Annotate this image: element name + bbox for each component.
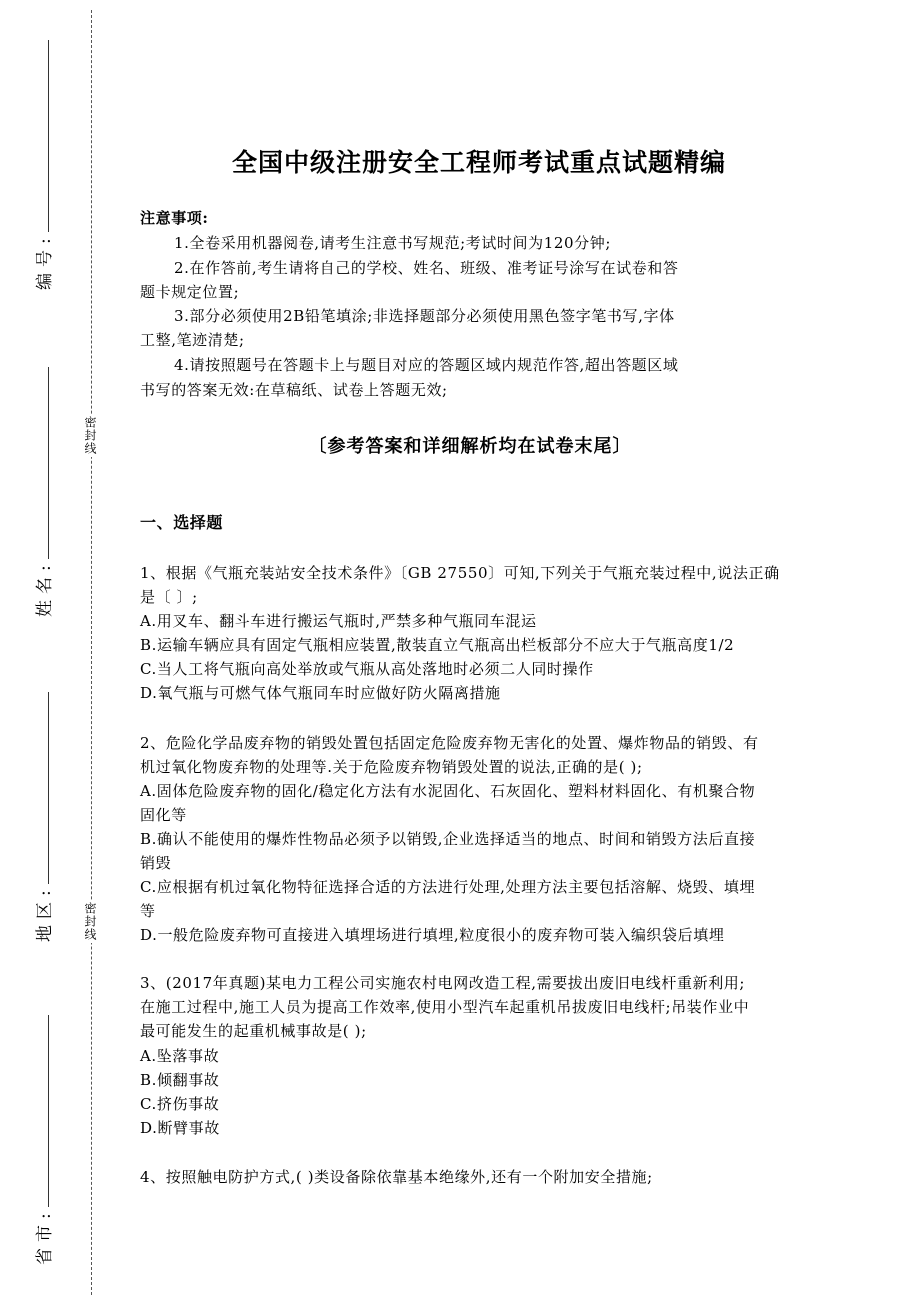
seal-dashed-line — [91, 10, 92, 1295]
note-line: 工整,笔迹清楚; — [140, 331, 245, 349]
page-title: 全国中级注册安全工程师考试重点试题精编 — [231, 148, 726, 177]
field-name[interactable] — [25, 367, 55, 617]
field-colon: : — [35, 1213, 55, 1219]
option-text: A.固体危险废弃物的固化/稳定化方法有水泥固化、石灰固化、塑料材料固化、有机聚合物 — [140, 782, 756, 800]
question-text-continued: 机过氧化物废弃物的处理等.关于危险废弃物销毁处置的说法,正确的是( ); — [140, 758, 643, 776]
note-line: 题卡规定位置; — [140, 283, 240, 301]
notes-heading: 注意事项: — [140, 209, 209, 227]
reference-note: 〔参考答案和详细解析均在试卷末尾〕 — [308, 436, 632, 457]
field-underline[interactable] — [48, 367, 49, 559]
question-text-continued: 固化等 — [140, 806, 187, 824]
option-text: C.挤伤事故 — [140, 1095, 220, 1113]
question-text: 1、根据《气瓶充装站安全技术条件》〔GB 27550〕可知,下列关于气瓶充装过程中,说法正确 — [140, 564, 780, 582]
question-text-continued: 销毁 — [140, 854, 172, 872]
field-underline[interactable] — [48, 1015, 49, 1207]
question-text-continued: 在施工过程中,施工人员为提高工作效率,使用小型汽车起重机吊拔废旧电线杆;吊装作业中 — [140, 998, 750, 1016]
field-label: 姓名 — [35, 571, 55, 617]
option-text: C.应根据有机过氧化物特征选择合适的方法进行处理,处理方法主要包括溶解、烧毁、填埋 — [140, 878, 756, 896]
question-text: 4、按照触电防护方式,( )类设备除依靠基本绝缘外,还有一个附加安全措施; — [140, 1168, 653, 1186]
field-colon: : — [35, 565, 55, 571]
option-text: A.坠落事故 — [140, 1047, 220, 1065]
field-label: 编号 — [35, 244, 55, 290]
field-province-city[interactable] — [25, 1015, 55, 1265]
section-title: 一、选择题 — [140, 513, 224, 532]
note-line: 书写的答案无效:在草稿纸、试卷上答题无效; — [140, 381, 448, 399]
option-text: B.确认不能使用的爆炸性物品必须予以销毁,企业选择适当的地点、时间和销毁方法后直接 — [140, 830, 756, 848]
seal-line-label: 密封线 — [83, 416, 97, 455]
note-line: 4.请按照题号在答题卡上与题目对应的答题区域内规范作答,超出答题区域 — [174, 356, 679, 374]
option-text: A.用叉车、翻斗车进行搬运气瓶时,严禁多种气瓶同车混运 — [140, 612, 537, 630]
question-text-continued: 最可能发生的起重机械事故是( ); — [140, 1022, 367, 1040]
note-line: 3.部分必须使用2B铅笔填涂;非选择题部分必须使用黑色签字笔书写,字体 — [174, 307, 675, 325]
option-text: D.氧气瓶与可燃气体气瓶同车时应做好防火隔离措施 — [140, 684, 501, 702]
field-colon: : — [35, 238, 55, 244]
question-text: 2、危险化学品废弃物的销毁处置包括固定危险废弃物无害化的处置、爆炸物品的销毁、有 — [140, 734, 759, 752]
option-text: B.运输车辆应具有固定气瓶相应装置,散装直立气瓶高出栏板部分不应大于气瓶高度1/2 — [140, 636, 735, 654]
note-line: 2.在作答前,考生请将自己的学校、姓名、班级、准考证号涂写在试卷和答 — [174, 259, 679, 277]
option-text: D.一般危险废弃物可直接进入填埋场进行填埋,粒度很小的废弃物可装入编织袋后填埋 — [140, 926, 725, 944]
field-region[interactable] — [25, 692, 55, 942]
field-underline[interactable] — [48, 692, 49, 884]
option-text: B.倾翻事故 — [140, 1071, 220, 1089]
field-underline[interactable] — [48, 40, 49, 232]
seal-line-label: 密封线 — [83, 902, 97, 941]
field-label: 地区 — [35, 896, 55, 942]
option-text: D.断臂事故 — [140, 1119, 220, 1137]
question-text: 3、(2017年真题)某电力工程公司实施农村电网改造工程,需要拔出废旧电线杆重新利用; — [140, 974, 746, 992]
question-text-continued: 等 — [140, 902, 156, 920]
option-text: C.当人工将气瓶向高处举放或气瓶从高处落地时必须二人同时操作 — [140, 660, 594, 678]
field-colon: : — [35, 890, 55, 896]
field-label: 省市 — [35, 1219, 55, 1265]
note-line: 1.全卷采用机器阅卷,请考生注意书写规范;考试时间为120分钟; — [174, 234, 612, 252]
question-text-continued: 是〔 〕; — [140, 588, 198, 606]
